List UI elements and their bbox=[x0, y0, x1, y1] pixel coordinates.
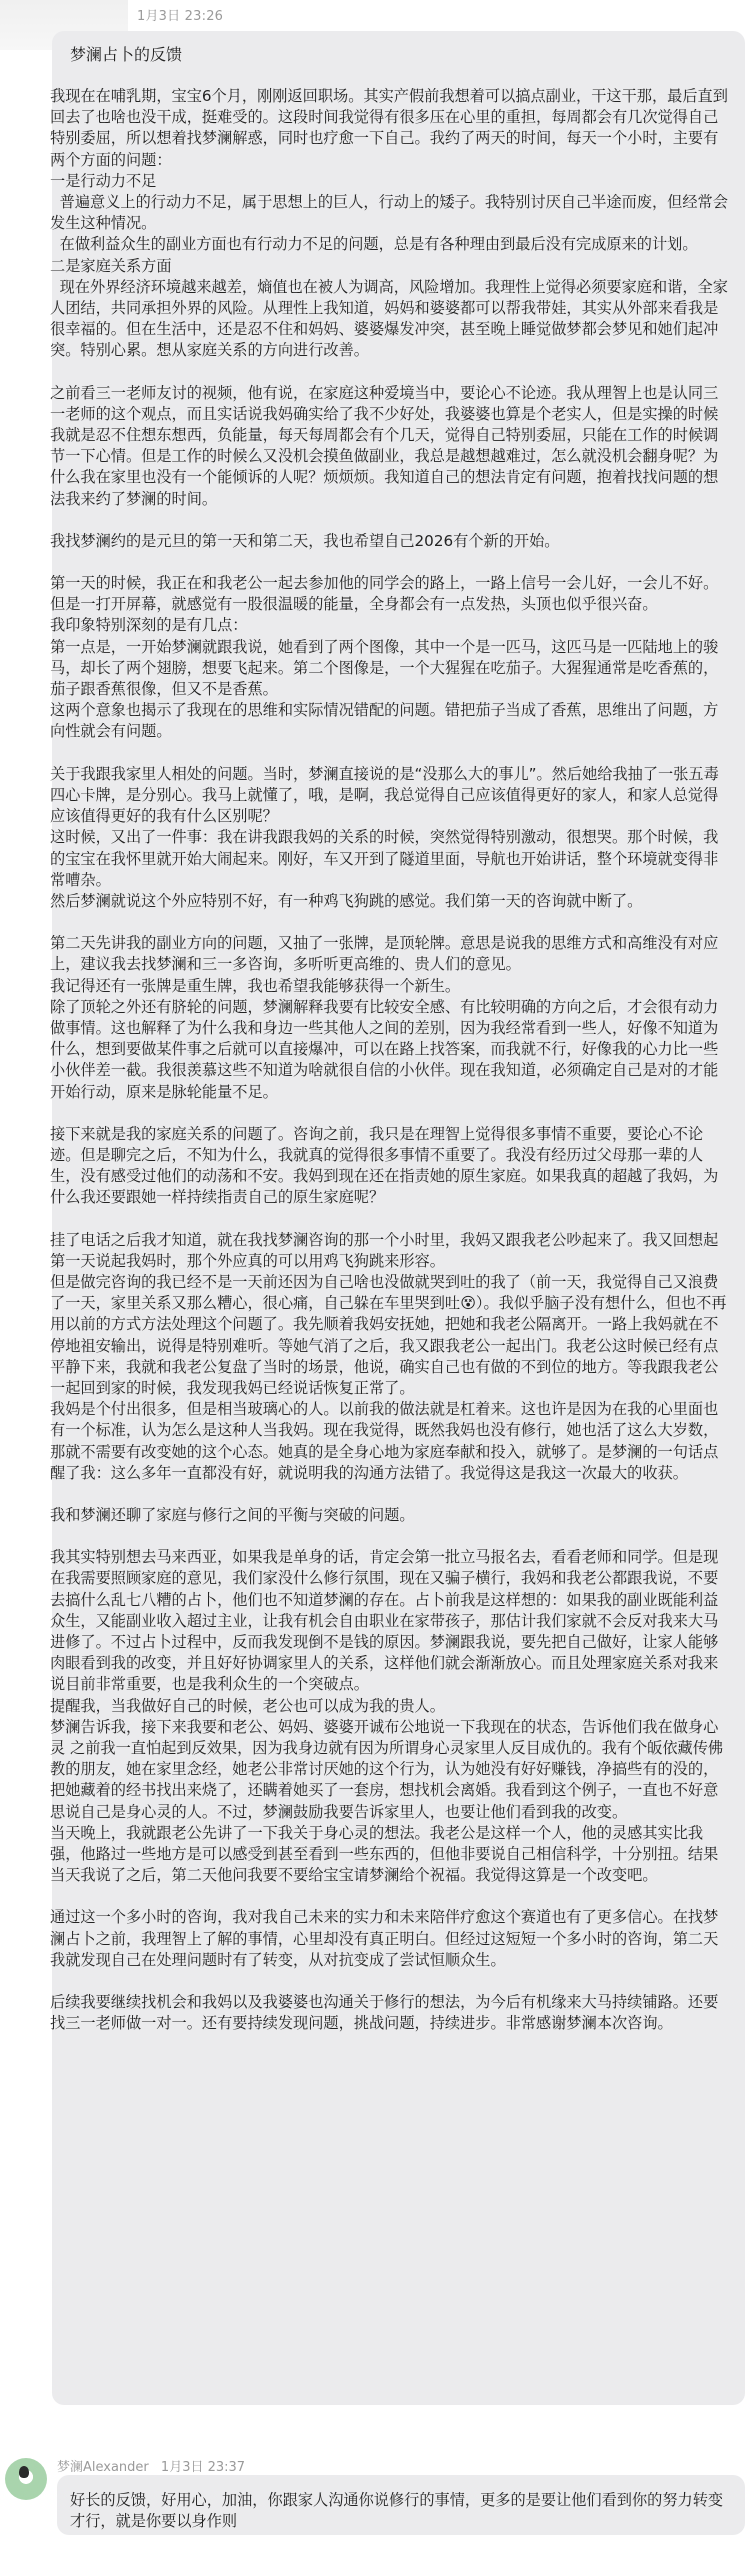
paragraph: 我和梦澜还聊了家庭与修行之间的平衡与突破的问题。 bbox=[50, 1505, 415, 1524]
paragraph-gap bbox=[50, 1526, 730, 1547]
message-body bbox=[50, 86, 730, 2034]
paragraph: 我其实特别想去马来西亚，如果我是单身的话，肯定会第一批立马报名去，看看老师和同学。但是现在我需要照顾家庭的意见，我们家没什么修行氛围，现在又骗子横行，我妈和我老公都跟我说，不要去搞什么乱七八糟的占卜，他们也不知道梦澜的存在。占卜前我是这样想的：如果我的副业既能利益众生，又能副业收入超过主业，让我有机会自由职业在家带孩子，那估计我们家就不会反对我来大马进修了。不过占卜过程中，反而我发现倒不是钱的原因。梦澜跟我说，要先把自己做好，让家人能够肉眼看到我的改变，并且好好协调家里人的关系，这样他们就会渐渐放心。而且处理家庭关系对我来说目前非常重要，也是我利众生的一个突破点。 bbox=[50, 1548, 719, 1694]
paragraph: 除了顶轮之外还有脐轮的问题，梦澜解释我要有比较安全感、有比较明确的方向之后，才会很有动力做事情。这也解释了为什么我和身边一些其他人之间的差别，因为我经常看到一些人，好像不知道为什么，想到要做某件事之后就可以直接爆冲，可以在路上找答案，而我就不行，好像我的心力比一些小伙伴差一截。我很羡慕这些不知道为啥就很自信的小伙伴。现在我知道，必须确定自己是对的才能开始行动，原来是脉轮能量不足。 bbox=[50, 997, 719, 1101]
paragraph: 然后梦澜就说这个外应特别不好，有一种鸡飞狗跳的感觉。我们第一天的咨询就中断了。 bbox=[50, 891, 643, 910]
paragraph: 梦澜告诉我，接下来我要和老公、妈妈、婆婆开诚布公地说一下我现在的状态，告诉他们我在做身心灵 之前我一直怕起到反效果，因为我身边就有因为所谓身心灵家里人反目成仇的。我有个皈依藏传佛教的朋友，她在家里念经，她老公非常讨厌她的这个行为，认为她没有好好赚钱，净搞些有的没的，把她藏着的经书找出来烧了，还瞒着她买了一套房，想找机会离婚。我看到这个例子，一直也不好意思说自己是身心灵的人。不过，梦澜鼓励我要告诉家里人，也要让他们看到我的改变。 bbox=[50, 1717, 724, 1821]
paragraph: 我印象特别深刻的是有几点： bbox=[50, 616, 248, 635]
paragraph: 一是行动力不足 bbox=[50, 171, 157, 190]
paragraph: 我现在在哺乳期，宝宝6个月，刚刚返回职场。其实产假前我想着可以搞点副业，干这干那，最后直到回去了也啥也没干成，挺难受的。这段时间我觉得有很多压在心里的重担，每周都会有几次觉得自己特别委屈，所以想着找梦澜解惑，同时也疗愈一下自己。我约了两天的时间，每天一个小时，主要有两个方面的问题： bbox=[50, 87, 728, 169]
paragraph: 后续我要继续找机会和我妈以及我婆婆也沟通关于修行的想法，为今后有机缘来大马持续铺路。还要找三一老师做一对一。还有要持续发现问题，挑战问题，持续进步。非常感谢梦澜本次咨询。 bbox=[50, 1993, 719, 2033]
paragraph-gap bbox=[50, 743, 730, 764]
paragraph: 第一点是，一开始梦澜就跟我说，她看到了两个图像，其中一个是一匹马，这匹马是一匹陆地上的骏马，却长了两个翅膀，想要飞起来。第二个图像是，一个大猩猩在吃茄子。大猩猩通常是吃香蕉的，茄子跟香蕉很像，但又不是香蕉。 bbox=[50, 637, 719, 699]
message-timestamp: 1月3日 23:26 bbox=[137, 9, 224, 24]
paragraph: 普遍意义上的行动力不足，属于思想上的巨人，行动上的矮子。我特别讨厌自己半途而废，但经常会发生这种情况。 bbox=[50, 193, 728, 233]
paragraph: 提醒我，当我做好自己的时候，老公也可以成为我的贵人。 bbox=[50, 1696, 445, 1715]
paragraph: 但是做完咨询的我已经不是一天前还因为自己啥也没做就哭到吐的我了（前一天，我觉得自己又浪费了一天，家里关系又那么糟心，很心痛，自己躲在车里哭到吐😵）。我似乎脑子没有想什么，但也不再用以前的方式方法处理这个问题了。我先顺着我妈安抚她，把她和我老公隔离开。一路上我妈就在不停地祖安输出，说得是特别难听。等她气消了之后，我又跟我老公一起出门。我老公这时候已经有点平静下来，我就和我老公复盘了当时的场景，他说，确实自己也有做的不到位的地方。等我跟我老公一起回到家的时候，我发现我妈已经说话恢复正常了。 bbox=[50, 1272, 727, 1397]
paragraph: 我记得还有一张牌是重生牌，我也希望我能够获得一个新生。 bbox=[50, 976, 461, 995]
paragraph: 这两个意象也揭示了我现在的思维和实际情况错配的问题。错把茄子当成了香蕉，思维出了问题，方向性就会有问题。 bbox=[50, 701, 719, 741]
reply-timestamp: 1月3日 23:37 bbox=[160, 2460, 246, 2475]
avatar[interactable] bbox=[5, 2458, 47, 2500]
paragraph-gap bbox=[50, 1484, 730, 1505]
reply-header bbox=[57, 2456, 245, 2475]
paragraph-gap bbox=[50, 510, 730, 531]
paragraph: 在做利益众生的副业方面也有行动力不足的问题，总是有各种理由到最后没有完成原来的计划。 bbox=[50, 235, 698, 254]
paragraph: 接下来就是我的家庭关系的问题了。咨询之前，我只是在理智上觉得很多事情不重要，要论心不论迹。但是聊完之后，不知为什么，我就真的觉得很多事情不重要了。我没有经历过父母那一辈的人生，没有感受过他们的动荡和不安。我妈到现在还在指责她的原生家庭。如果我真的超越了我妈，为什么我还要跟她一样持续指责自己的原生家庭呢？ bbox=[50, 1124, 719, 1207]
paragraph-gap bbox=[50, 362, 730, 383]
paragraph: 我找梦澜约的是元旦的第一天和第二天，我也希望自己2026有个新的开始。 bbox=[50, 531, 560, 550]
paragraph: 现在外界经济环境越来越差，熵值也在被人为调高，风险增加。我理性上觉得必须要家庭和谐，全家人团结，共同承担外界的风险。从理性上我知道，妈妈和婆婆都可以帮我带娃，其实从外部来看我是很幸福的。但在生活中，还是忍不住和妈妈、婆婆爆发冲突，甚至晚上睡觉做梦都会梦见和她们起冲突。特别心累。想从家庭关系的方向进行改善。 bbox=[50, 277, 728, 360]
paragraph: 之前看三一老师友讨的视频，他有说，在家庭这种爱境当中，要论心不论迹。我从理智上也是认同三一老师的这个观点，而且实话说我妈确实给了我不少好处，我婆婆也算是个老实人，但是实操的时候我就是忍不住想东想西，负能量，每天每周都会有个几天，觉得自己特别委屈，只能在工作的时候调节一下心情。但是工作的时候么又没机会摸鱼做副业，我总是越想越难过，怎么就没机会翻身呢？为什么我在家里也没有一个能倾诉的人呢？烦烦烦。我知道自己的想法肯定有问题，抱着找找问题的想法我来约了梦澜的时间。 bbox=[50, 383, 719, 508]
paragraph: 第一天的时候，我正在和我老公一起去参加他的同学会的路上，一路上信号一会儿好，一会儿不好。但是一打开屏幕，就感觉有一股很温暖的能量，全身都会有一点发热，头顶也似乎很兴奋。 bbox=[50, 574, 719, 614]
paragraph: 当天晚上，我就跟老公先讲了一下我关于身心灵的想法。我老公是这样一个人，他的灵感其实比我强，他路过一些地方是可以感受到甚至看到一些东西的，但他非要说自己相信科学，十分别扭。结果当天我说了之后，第二天他问我要不要给宝宝请梦澜给个祝福。我觉得这算是一个改变吧。 bbox=[50, 1823, 719, 1885]
paragraph: 第二天先讲我的副业方向的问题，又抽了一张牌，是顶轮牌。意思是说我的思维方式和高维没有对应上，建议我去找梦澜和三一多咨询，多听听更高维的、贵人们的意见。 bbox=[50, 934, 719, 974]
paragraph-gap bbox=[50, 552, 730, 573]
paragraph: 通过这一个多小时的咨询，我对我自己未来的实力和未来陪伴疗愈这个赛道也有了更多信心。在找梦澜占卜之前，我理智上了解的事情，心里却没有真正明白。但经过这短短一个多小时的咨询，第二天我就发现自己在处理问题时有了转变，从对抗变成了尝试恒顺众生。 bbox=[50, 1908, 719, 1969]
paragraph-gap bbox=[50, 1209, 730, 1230]
paragraph-gap bbox=[50, 1971, 730, 1992]
message-title: 梦澜占卜的反馈 bbox=[70, 45, 183, 64]
paragraph: 我妈是个付出很多，但是相当玻璃心的人。以前我的做法就是杠着来。这也许是因为在我的心里面也有一个标准，认为怎么是这种人当我妈。现在我觉得，既然我妈也没有修行，她也活了这么大岁数，那就不需要有改变她的这个心态。她真的是全身心地为家庭奉献和投入，就够了。是梦澜的一句话点醒了我：这么多年一直都没有好，就说明我的沟通方法错了。我觉得这是我这一次最大的收获。 bbox=[50, 1400, 719, 1482]
sender-name[interactable]: 梦澜Alexander bbox=[57, 2460, 149, 2475]
paragraph: 挂了电话之后我才知道，就在我找梦澜咨询的那一个小时里，我妈又跟我老公吵起来了。我又回想起第一天说起我妈时，那个外应真的可以用鸡飞狗跳来形容。 bbox=[50, 1230, 719, 1270]
paragraph: 二是家庭关系方面 bbox=[50, 256, 172, 275]
reply-text: 好长的反馈，好用心，加油，你跟家人沟通你说修行的事情，更多的是要让他们看到你的努力转变才行，就是你要以身作则 bbox=[70, 2491, 724, 2531]
paragraph-gap bbox=[50, 912, 730, 933]
paragraph: 关于我跟我家里人相处的问题。当时，梦澜直接说的是“没那么大的事儿”。然后她给我抽了一张五毒四心卡牌，是分别心。我马上就懂了，哦，是啊，我总觉得自己应该值得更好的家人，和家人总觉得应该值得更好的我有什么区别呢？ bbox=[50, 764, 719, 826]
paragraph-gap bbox=[50, 1886, 730, 1907]
paragraph-gap bbox=[50, 1103, 730, 1124]
paragraph: 这时候，又出了一件事：我在讲我跟我妈的关系的时候，突然觉得特别激动，很想哭。那个时候，我的宝宝在我怀里就开始大闹起来。刚好，车又开到了隧道里面，导航也开始讲话，整个环境就变得非常嘈杂。 bbox=[50, 828, 719, 889]
